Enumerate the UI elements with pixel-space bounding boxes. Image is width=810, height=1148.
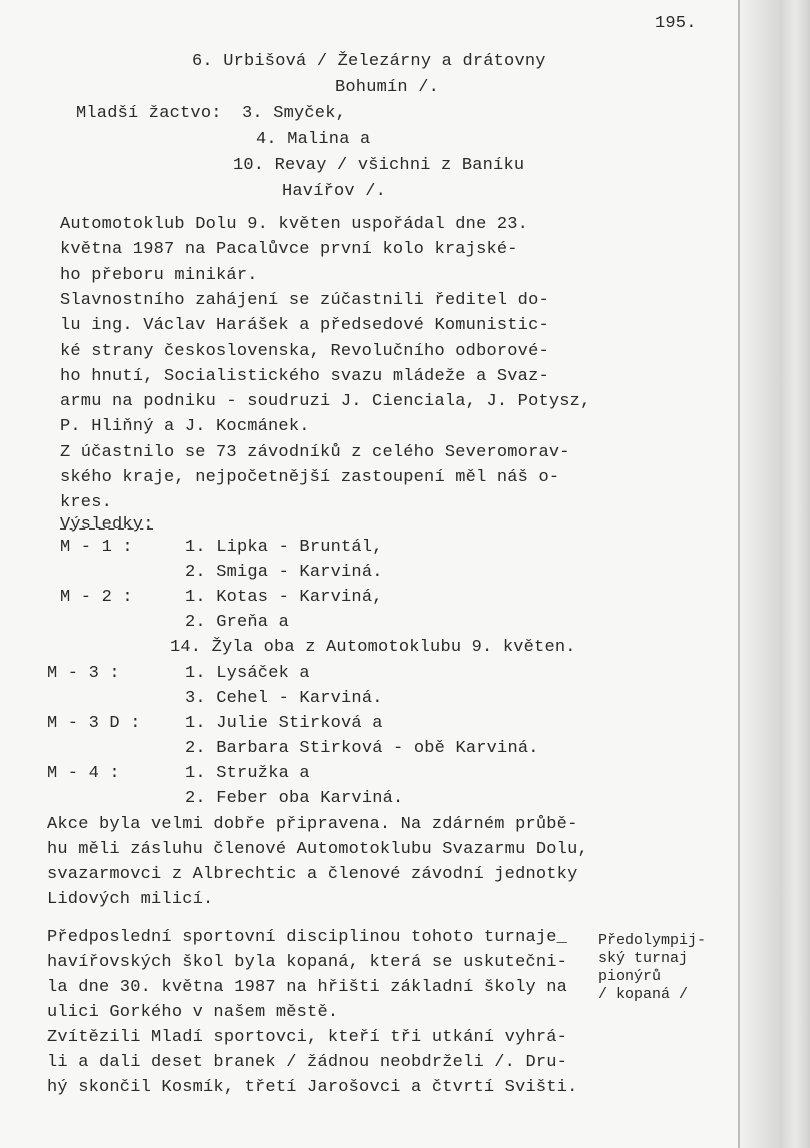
paragraph-line: ho hnutí, Socialistického svazu mládeže a Svaz- xyxy=(60,366,549,386)
paragraph-line: Předposlední sportovní disciplinou tohoto turnaje_ xyxy=(47,928,568,947)
result-category: M - 3 D : xyxy=(47,713,141,733)
result-category: M - 2 : xyxy=(60,588,133,608)
paragraph-line: lu ing. Václav Harášek a předsedové Komunistic- xyxy=(60,316,549,336)
paragraph-line: li a dali deset branek / žádnou neobdrželi /. Dru- xyxy=(47,1053,568,1072)
paragraph-line: Slavnostního zahájení se zúčastnili ředitel do- xyxy=(60,290,549,310)
result-entry: 1. Lysáček a xyxy=(185,663,310,683)
margin-note-line: pionýrů xyxy=(598,968,662,985)
result-entry: 2. Greňa a xyxy=(185,613,290,633)
paragraph-line: ké strany československa, Revolučního odborové- xyxy=(60,341,549,361)
paragraph-line: ského kraje, nejpočetnější zastoupení měl náš o- xyxy=(60,468,560,487)
paragraph-line: hu měli zásluhu členové Automotoklubu Svazarmu Dolu, xyxy=(47,840,588,859)
junior-entry: 10. Revay / všichni z Baníku xyxy=(233,156,525,175)
result-entry: 1. Stružka a xyxy=(185,763,310,783)
paragraph-line: Automotoklub Dolu 9. květen uspořádal dne 23. xyxy=(60,215,529,234)
paragraph-line: Akce byla velmi dobře připravena. Na zdárném průbě- xyxy=(47,815,578,834)
result-category: M - 1 : xyxy=(60,538,133,557)
result-entry: 2. Barbara Stirková - obě Karviná. xyxy=(185,738,539,758)
junior-entry: 4. Malina a xyxy=(256,130,371,149)
page-number: 195. xyxy=(655,14,697,33)
page-edge-line xyxy=(738,0,740,1148)
paragraph-line: Z účastnilo se 73 závodníků z celého Severomorav- xyxy=(60,442,570,462)
junior-label: Mladší žactvo: xyxy=(76,104,222,123)
results-heading: Výsledky: xyxy=(60,515,154,534)
paragraph-line: hý skončil Kosmík, třetí Jarošovci a čtvrtí Svišti. xyxy=(47,1078,578,1097)
result-entry: 14. Žyla oba z Automotoklubu 9. květen. xyxy=(170,638,576,658)
result-entry: 2. Feber oba Karviná. xyxy=(185,789,404,808)
result-entry: 1. Kotas - Karviná, xyxy=(185,588,383,608)
page-edge-shadow xyxy=(738,0,810,1148)
junior-entry: 3. Smyček, xyxy=(242,104,347,123)
result-entry: 2. Smiga - Karviná. xyxy=(185,563,383,583)
paragraph-line: armu na podniku - soudruzi J. Cienciala, J. Potysz, xyxy=(60,392,591,412)
margin-note-line: / kopaná / xyxy=(598,986,689,1003)
paragraph-line: ulici Gorkého v našem městě. xyxy=(47,1003,339,1022)
result-category: M - 3 : xyxy=(47,663,120,683)
paragraph-line: P. Hliňný a J. Kocmánek. xyxy=(60,417,310,437)
paragraph-line: Zvítězili Mladí sportovci, kteří tři utkání vyhrá- xyxy=(47,1028,568,1047)
paragraph-line: havířovských škol byla kopaná, která se uskutečni- xyxy=(47,953,568,972)
paragraph-line: ho přeboru minikár. xyxy=(60,265,258,285)
paragraph-line: května 1987 na Pacalůvce první kolo krajské- xyxy=(60,240,518,260)
result-category: M - 4 : xyxy=(47,763,120,783)
paragraph-line: la dne 30. května 1987 na hřišti základní školy na xyxy=(47,978,568,997)
paragraph-line: kres. xyxy=(60,493,113,513)
junior-entry: Havířov /. xyxy=(282,182,387,201)
margin-note-line: ský turnaj xyxy=(598,950,689,967)
result-entry: 1. Julie Stirková a xyxy=(185,713,383,733)
paragraph-line: svazarmovci z Albrechtic a členové závodní jednotky xyxy=(47,865,578,884)
top-line-2: Bohumín /. xyxy=(335,78,440,97)
result-entry: 1. Lipka - Bruntál, xyxy=(185,538,383,557)
result-entry: 3. Cehel - Karviná. xyxy=(185,688,383,708)
margin-note-line: Předolympij- xyxy=(598,932,707,949)
paragraph-line: Lidových milicí. xyxy=(47,890,214,909)
top-line-1: 6. Urbišová / Železárny a drátovny xyxy=(192,52,546,71)
